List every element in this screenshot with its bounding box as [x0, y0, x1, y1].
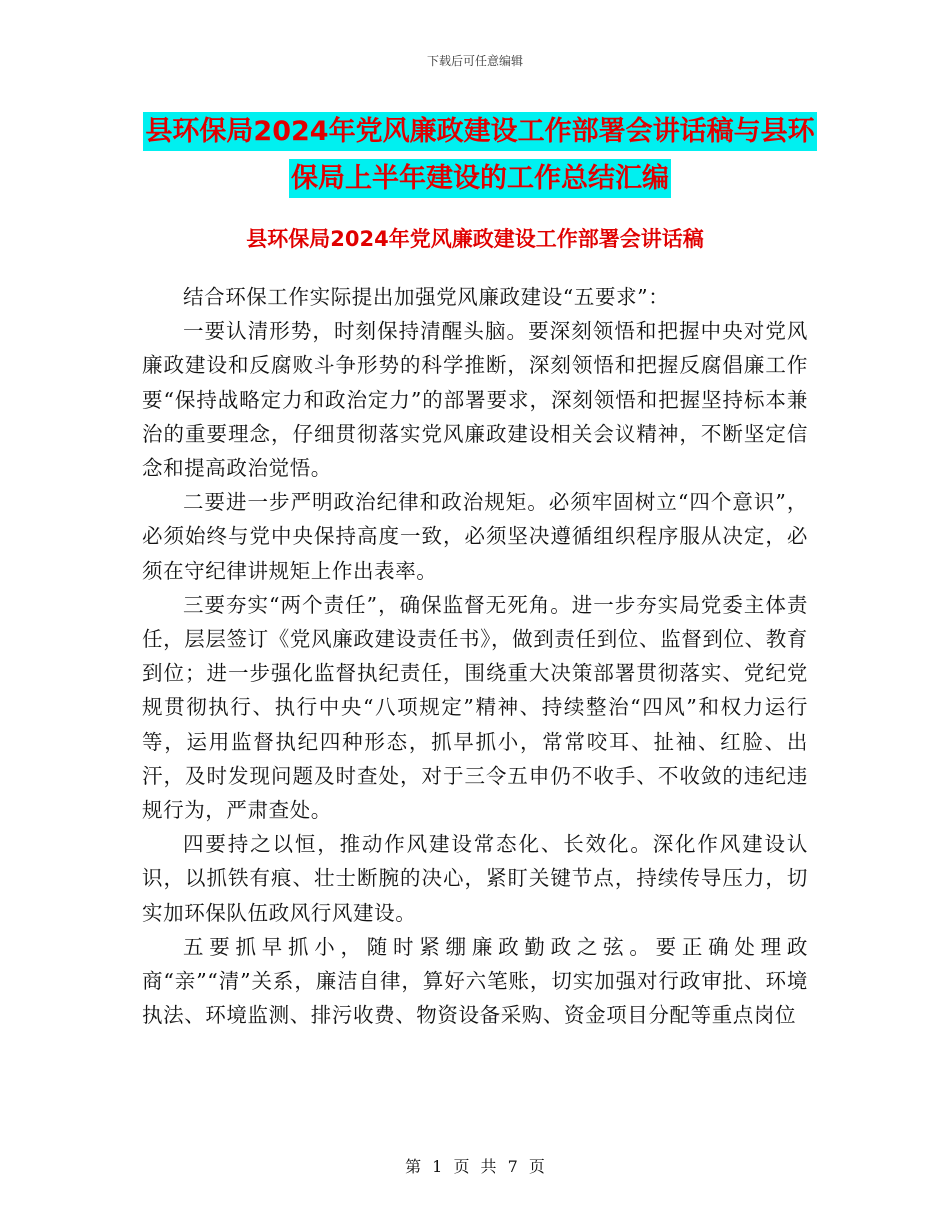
paragraph-5: 五要抓早抓小，随时紧绷廉政勤政之弦。要正确处理政商“亲”“清”关系，廉洁自律，算好六笔账，切实加强对行政审批、环境执法、环境监测、排污收费、物资设备采购、资金项目分配等重点岗位	[142, 934, 808, 1028]
document-title	[140, 108, 820, 202]
paragraph-1: 一要认清形势，时刻保持清醒头脑。要深刻领悟和把握中央对党风廉政建设和反腐败斗争形势的科学推断，深刻领悟和把握反腐倡廉工作要“保持战略定力和政治定力”的部署要求，深刻领悟和把握坚持标本兼治的重要理念，仔细贯彻落实党风廉政建设相关会议精神，不断坚定信念和提高政治觉悟。	[142, 319, 808, 481]
document-title-text: 县环保局2024年党风廉政建设工作部署会讲话稿与县环保局上半年建设的工作总结汇编	[143, 112, 816, 198]
page-number-footer: 第 1 页 共 7 页	[405, 1157, 545, 1176]
document-body	[142, 280, 808, 1032]
header-note: 下载后可任意编辑	[426, 54, 523, 68]
paragraph-4: 四要持之以恒，推动作风建设常态化、长效化。深化作风建设认识，以抓铁有痕、壮士断腕的决心，紧盯关键节点，持续传导压力，切实加环保队伍政风行风建设。	[142, 832, 808, 925]
section-title: 县环保局2024年党风廉政建设工作部署会讲话稿	[246, 227, 704, 251]
paragraph-2: 二要进一步严明政治纪律和政治规矩。必须牢固树立“四个意识”，必须始终与党中央保持高度一致，必须坚决遵循组织程序服从决定，必须在守纪律讲规矩上作出表率。	[142, 490, 808, 583]
paragraph-intro: 结合环保工作实际提出加强党风廉政建设“五要求”：	[183, 285, 670, 309]
paragraph-3: 三要夯实“两个责任”，确保监督无死角。进一步夯实局党委主体责任，层层签订《党风廉政建设责任书》，做到责任到位、监督到位、教育到位；进一步强化监督执纪责任，围绕重大决策部署贯彻落实、党纪党规贯彻执行、执行中央“八项规定”精神、持续整治“四风”和权力运行等，运用监督执纪四种形态，抓早抓小，常常咬耳、扯袖、红脸、出汗，及时发现问题及时查处，对于三令五申仍不收手、不收敛的违纪违规行为，严肃查处。	[142, 592, 808, 823]
